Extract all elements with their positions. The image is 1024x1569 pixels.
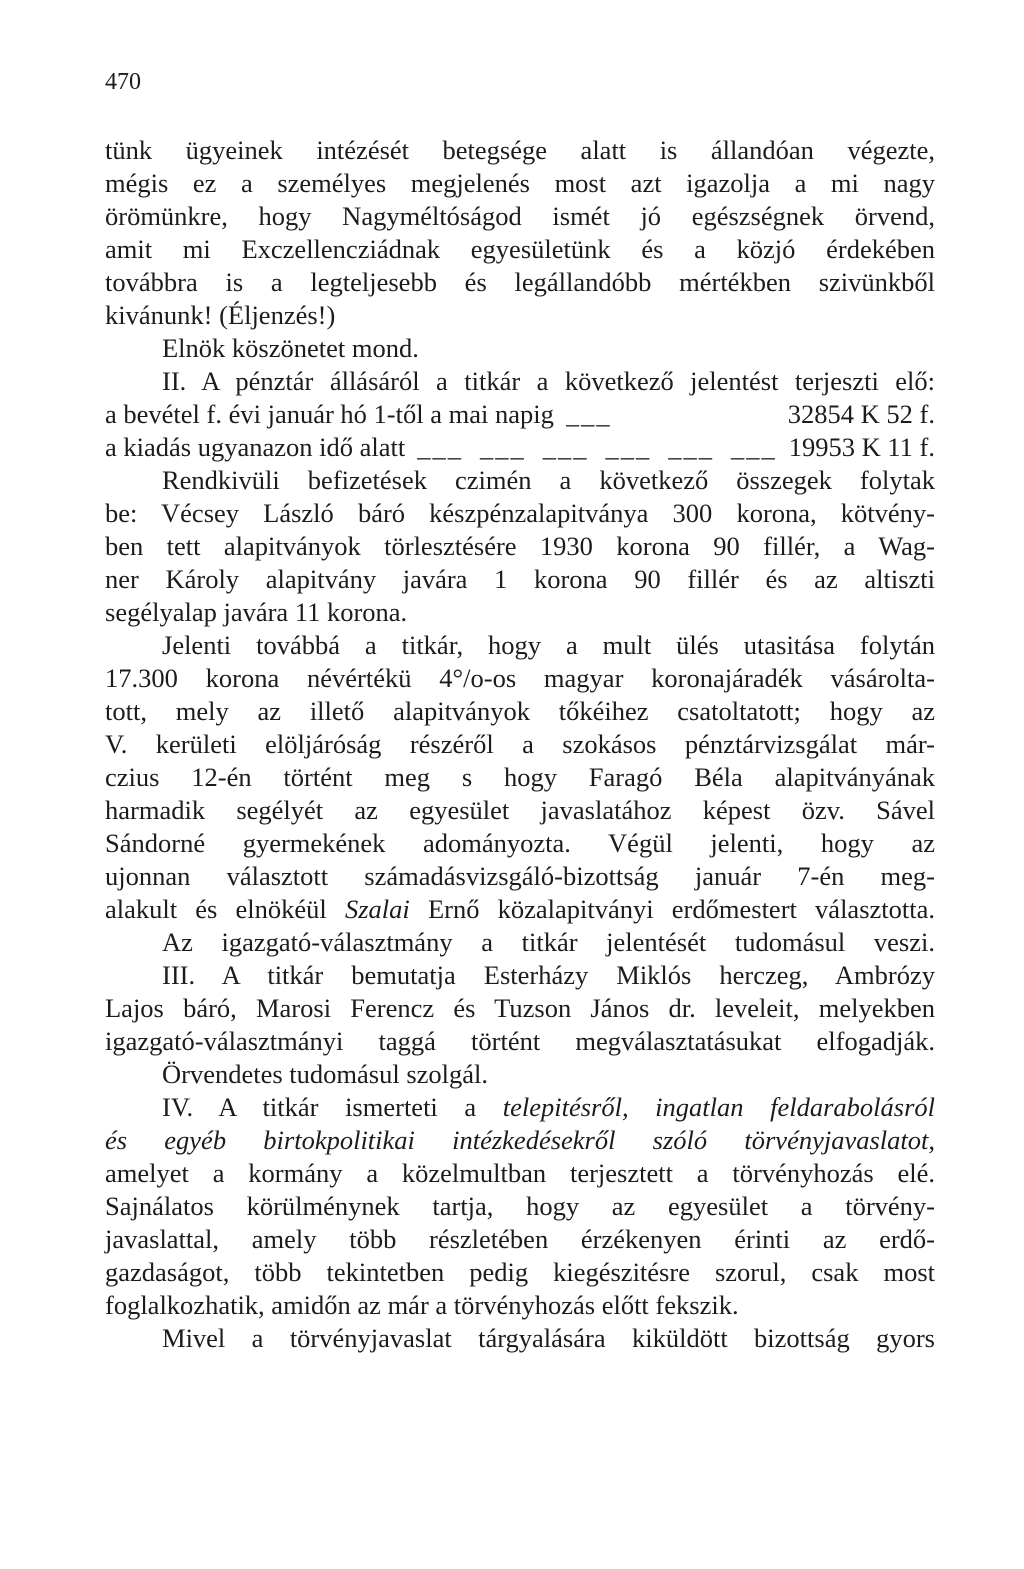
text-line: amelyet a kormány a közelmultban terjesztett a törvényhozás elé. [105,1158,935,1188]
text-line: czius 12-én történt meg s hogy Faragó Béla alapitványának [105,762,935,792]
text-line: Rendkivüli befizetések czimén a következő összegek folytak [162,465,935,495]
text-line: II. A pénztár állásáról a titkár a következő jelentést terjeszti elő: [162,366,935,396]
text-line: Mivel a törvényjavaslat tárgyalására kiküldött bizottság gyors [162,1323,935,1353]
italic-title: telepitésről, ingatlan feldarabolásról [502,1092,935,1122]
text-segment: IV. A titkár ismerteti a [162,1092,503,1122]
text-line: Örvendetes tudomásul szolgál. [162,1059,489,1089]
text-line: mégis ez a személyes megjelenés most azt igazolja a mi nagy [105,168,935,198]
text-line: tünk ügyeinek intézését betegsége alatt is állandóan végezte, [105,135,935,165]
text-line: ner Károly alapitvány javára 1 korona 90 fillér és az altiszti [105,564,935,594]
text-line: amit mi Exczellencziádnak egyesületünk és a közjó érdekében [105,234,935,264]
ledger-amount: 32854 K 52 f. [787,399,935,429]
text-line: V. kerületi elöljáróság részéről a szokásos pénztárvizsgálat már- [105,729,935,759]
ledger-row-expense [105,431,935,464]
text-line: Sándorné gyermekének adományozta. Végül jelenti, hogy az [105,828,935,858]
ledger-row-income [105,398,935,431]
text-line [105,893,935,926]
italic-name: Szalai [344,894,410,924]
text-line: Az igazgató-választmány a titkár jelentését tudomásul veszi. [162,927,935,957]
text-line: igazgató-választmányi taggá történt megválasztatásukat elfogadják. [105,1026,935,1056]
text-segment: alakult és elnökéül [105,894,345,924]
text-line: foglalkozhatik, amidőn az már a törvényhozás előtt fekszik. [105,1290,739,1320]
page-number: 470 [105,69,141,95]
text-line: ujonnan választott számadásvizsgáló-bizottság január 7-én meg- [105,861,935,891]
text-line: segélyalap javára 11 korona. [105,597,408,627]
text-line: Jelenti továbbá a titkár, hogy a mult ülés utasitása folytán [162,630,935,660]
ledger-leader: ___ ___ ___ ___ ___ ___ [417,432,777,462]
text-segment: Ernő közalapitványi erdőmestert választotta. [409,894,935,924]
body-text [105,134,935,1355]
text-line: Sajnálatos körülménynek tartja, hogy az egyesület a törvény- [105,1191,935,1221]
ledger-description: a kiadás ugyanazon idő alatt [105,432,406,462]
text-line: Lajos báró, Marosi Ferencz és Tuzson János dr. leveleit, melyekben [105,993,935,1023]
ledger-description: a bevétel f. évi január hó 1-től a mai napig [105,399,554,429]
text-line: javaslattal, amely több részletében érzékenyen érinti az erdő- [105,1224,935,1254]
text-line: III. A titkár bemutatja Esterházy Miklós herczeg, Ambrózy [162,960,935,990]
text-line: örömünkre, hogy Nagyméltóságod ismét jó egészségnek örvend, [105,201,935,231]
text-line [105,1091,935,1124]
text-line: harmadik segélyét az egyesület javaslatához képest özv. Sável [105,795,935,825]
text-line: továbbra is a legteljesebb és legállandóbb mértékben szivünkből [105,267,935,297]
text-line [105,1124,935,1157]
text-line: 17.300 korona névértékü 4°/o-os magyar koronajáradék vásárolta- [105,663,935,693]
ledger-leader: ___ [565,399,612,429]
text-line: Elnök köszönetet mond. [162,333,419,363]
text-line: gazdaságot, több tekintetben pedig kiegészitésre szorul, csak most [105,1257,935,1287]
text-line: ben tett alapitványok törlesztésére 1930 korona 90 fillér, a Wag- [105,531,935,561]
ledger-amount: 19953 K 11 f. [788,432,935,462]
text-line: tott, mely az illető alapitványok tőkéihez csatoltatott; hogy az [105,696,935,726]
text-line: kivánunk! (Éljenzés!) [105,300,336,330]
text-line: be: Vécsey László báró készpénzalapitványa 300 korona, kötvény- [105,498,935,528]
italic-title: és egyéb birtokpolitikai intézkedésekről szóló törvényjavaslatot, [105,1125,935,1155]
